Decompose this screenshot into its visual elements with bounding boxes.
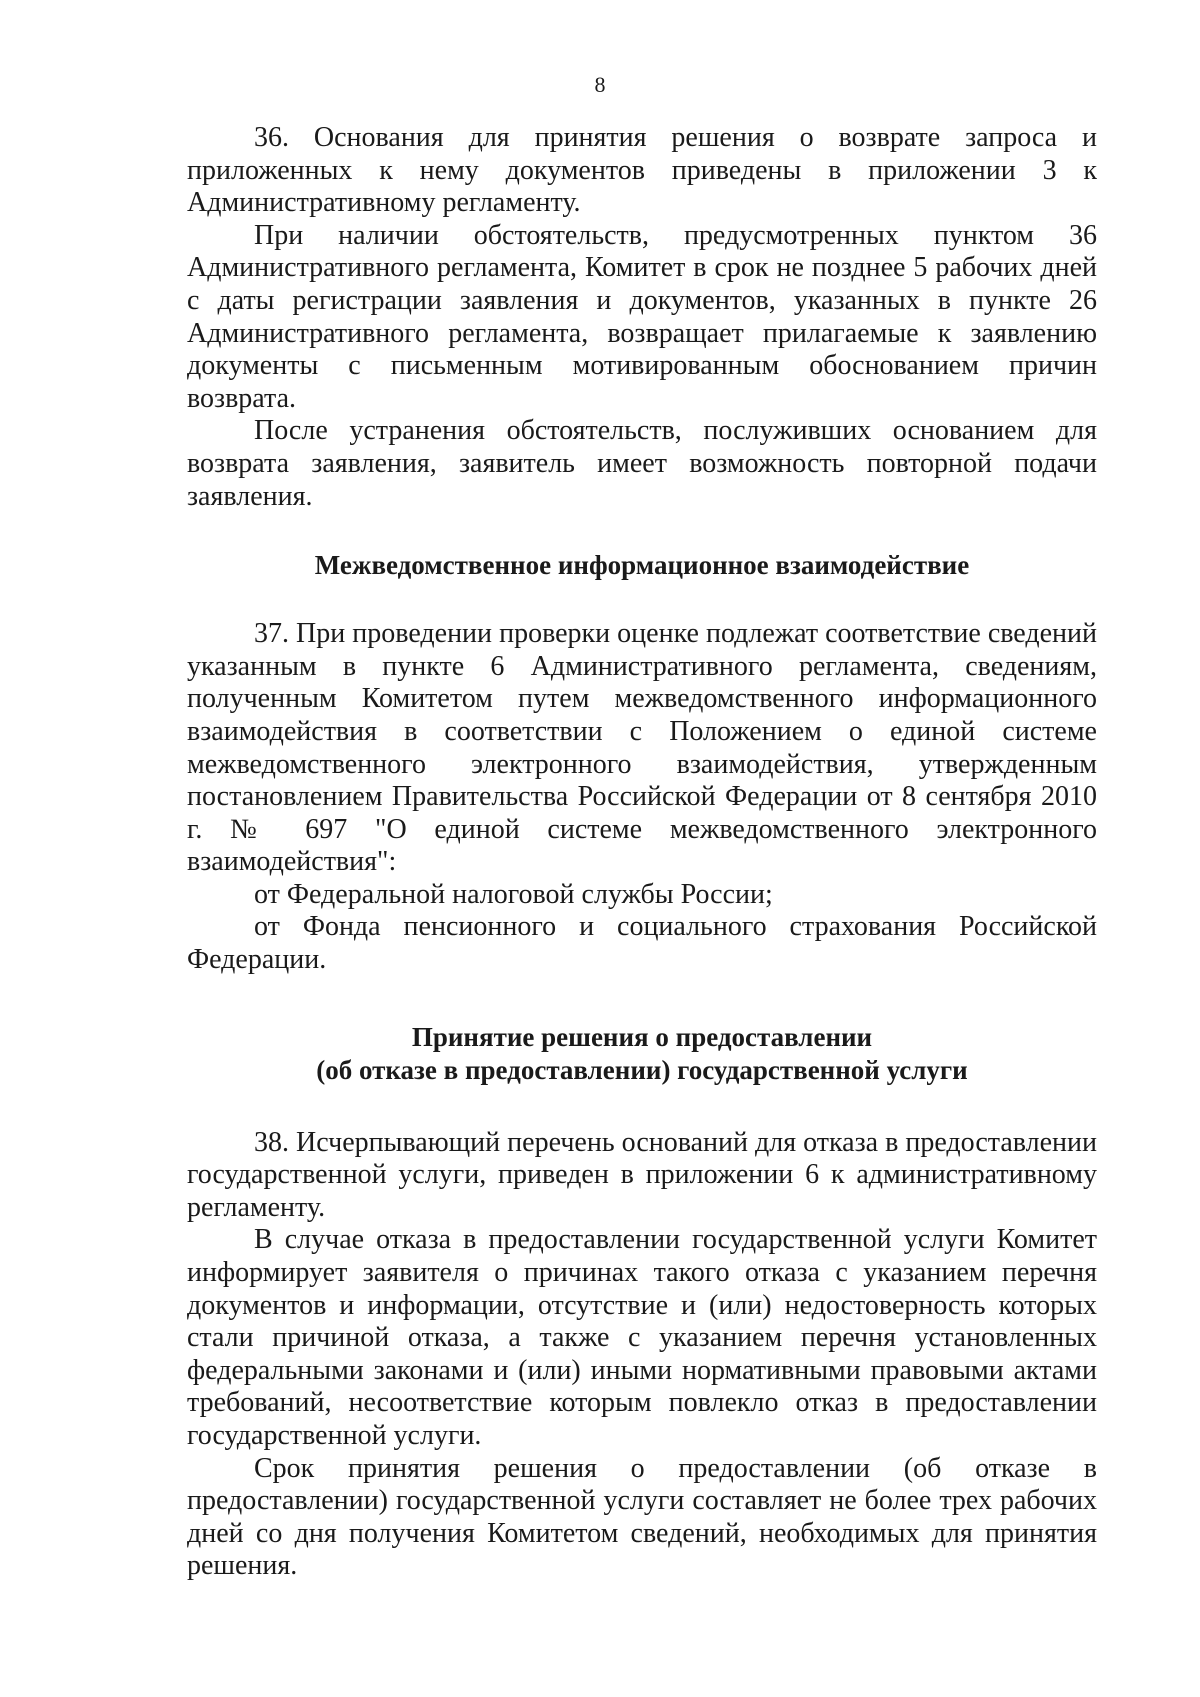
paragraph-decision-term: Срок принятия решения о предоставлении (об отказе в предоставлении) государственной услуги составляет не более трех рабочих дней со дня получения Комитетом сведений, необходимых для принятия решения. [187,1452,1097,1582]
paragraph-36: 36. Основания для принятия решения о возврате запроса и приложенных к нему документов приведены в приложении 3 к Административному регламенту. [187,122,1097,219]
section-decision [187,1127,1097,1583]
heading-decision-line-2: (об отказе в предоставлении) государственной услуги [316,1054,968,1085]
paragraph-37: 37. При проведении проверки оценке подлежат соответствие сведений указанным в пункте 6 Административного регламента, сведениям, полученным Комитетом путем межведомственного информационного взаимодействия в соответствии с Положением о единой системе межведомственного электронного взаимодействия, утвержденным постановлением Правительства Российской Федерации от 8 сентября 2010 г. № 697 "О единой системе межведомственного электронного взаимодействия": [187,618,1097,878]
section-return-grounds [187,122,1097,513]
paragraph-return-procedure: При наличии обстоятельств, предусмотренных пунктом 36 Административного регламента, Комитет в срок не позднее 5 рабочих дней с даты регистрации заявления и документов, указанных в пункте 26 Административного регламента, возвращает прилагаемые к заявлению документы с письменным мотивированным обоснованием причин возврата. [187,219,1097,414]
heading-decision [187,1021,1097,1087]
list-item-tax-service: от Федеральной налоговой службы России; [254,878,773,910]
section-interagency [187,618,1097,977]
heading-decision-line-1: Принятие решения о предоставлении [411,1021,873,1052]
heading-interagency-interaction: Межведомственное информационное взаимодействие [314,550,970,581]
list-item-pension-fund: от Фонда пенсионного и социального страхования Российской Федерации. [187,911,1097,976]
paragraph-resubmission: После устранения обстоятельств, послуживших основанием для возврата заявления, заявитель имеет возможность повторной подачи заявления. [187,415,1097,512]
document-body [187,122,1097,1583]
paragraph-refusal-notice: В случае отказа в предоставлении государственной услуги Комитет информирует заявителя о причинах такого отказа с указанием перечня документов и информации, отсутствие и (или) недостоверность которых стали причиной отказа, а также с указанием перечня установленных федеральными законами и (или) иными нормативными правовыми актами требований, несоответствие которым повлекло отказ в предоставлении государственной услуги. [187,1224,1097,1451]
paragraph-38: 38. Исчерпывающий перечень оснований для отказа в предоставлении государственной услуги, приведен в приложении 6 к административному регламенту. [187,1126,1097,1223]
page-number: 8 [594,72,606,97]
